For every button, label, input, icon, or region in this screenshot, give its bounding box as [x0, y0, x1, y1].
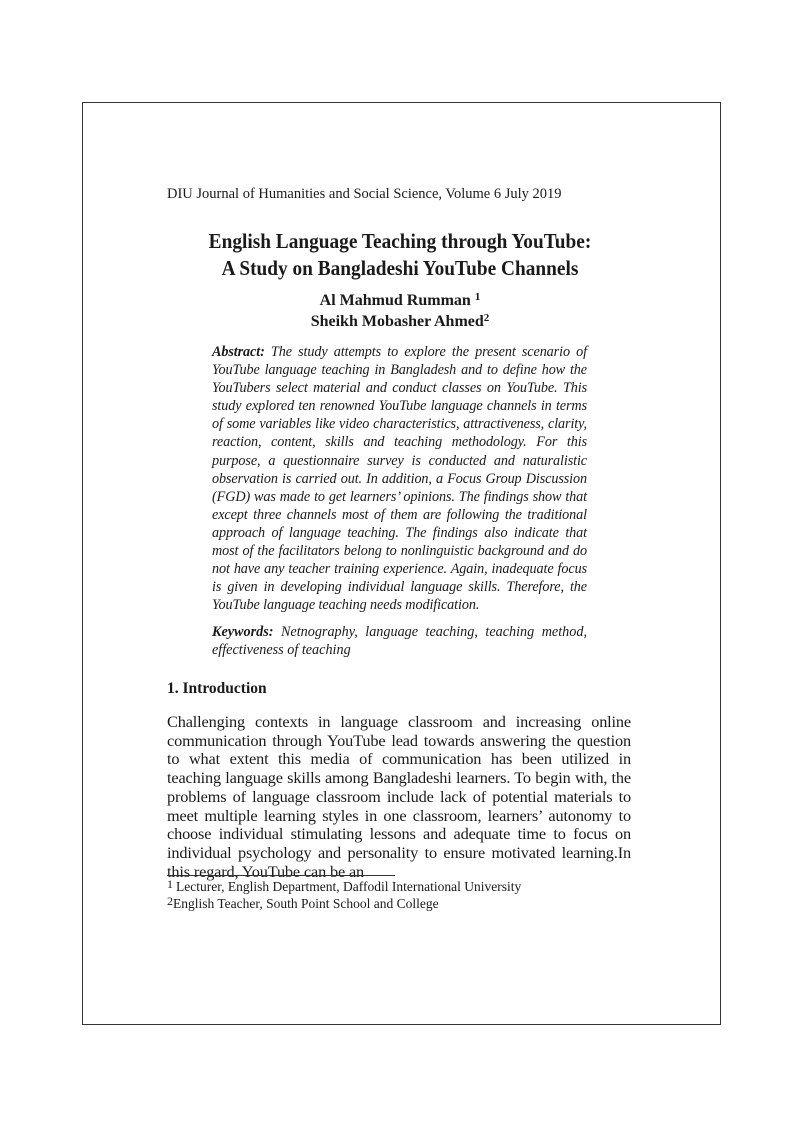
keywords	[212, 623, 587, 659]
footnote-mark: 2	[167, 894, 173, 908]
author-name: Al Mahmud Rumman	[319, 292, 471, 309]
paper-title-line-1: English Language Teaching through YouTube:	[208, 229, 592, 253]
paper-title-line-2: A Study on Bangladeshi YouTube Channels	[221, 256, 579, 280]
footnote-divider	[167, 875, 395, 876]
introduction-paragraph: Challenging contexts in language classroom and increasing online communication through YouTube lead towards answering the question to what extent this media of communication has been utilized in teaching language skills among Bangladeshi learners. To begin with, the problems of language classroom include lack of potential materials to meet multiple learning styles in one classroom, learners’ autonomy to choose individual stimulating lessons and adequate time to focus on individual psychology and personality to ensure motivated learning.In this regard, YouTube can be an	[167, 712, 631, 881]
footnote-text: Lecturer, English Department, Daffodil International University	[176, 879, 522, 894]
author-2	[160, 311, 640, 332]
footnote-2	[167, 895, 521, 912]
footnotes	[167, 878, 521, 912]
footnote-1	[167, 878, 521, 895]
journal-header: DIU Journal of Humanities and Social Science, Volume 6 July 2019	[167, 186, 562, 202]
abstract-text: The study attempts to explore the present scenario of YouTube language teaching in Bangladesh and to define how the YouTubers select material and conduct classes on YouTube. This study explored ten renowned YouTube language channels in terms of some variables like video characteristics, attractiveness, clarity, reaction, content, skills and teaching methodology. For this purpose, a questionnaire survey is conducted and naturalistic observation is carried out. In addition, a Focus Group Discussion (FGD) was made to get learners’ opinions. The findings show that except three channels most of them are following the traditional approach of language teaching. The findings also indicate that most of the facilitators belong to nonlinguistic background and do not have any teacher training experience. Again, inadequate focus is given in developing individual language skills. Therefore, the YouTube language teaching needs modification.	[212, 344, 587, 614]
footnote-text: English Teacher, South Point School and College	[173, 896, 439, 911]
footnote-mark: 2	[483, 312, 490, 324]
paper-title	[179, 228, 621, 282]
section-heading: 1. Introduction	[167, 680, 267, 697]
author-list	[160, 290, 640, 332]
footnote-mark: 1	[474, 291, 481, 303]
author-name: Sheikh Mobasher Ahmed	[310, 313, 484, 330]
footnote-mark: 1	[167, 877, 173, 891]
abstract-label: Abstract:	[212, 344, 265, 360]
keywords-text: Netnography, language teaching, teaching method, effectiveness of teaching	[212, 624, 588, 659]
keywords-label: Keywords:	[212, 624, 274, 640]
author-1	[160, 290, 640, 311]
abstract	[212, 343, 587, 614]
